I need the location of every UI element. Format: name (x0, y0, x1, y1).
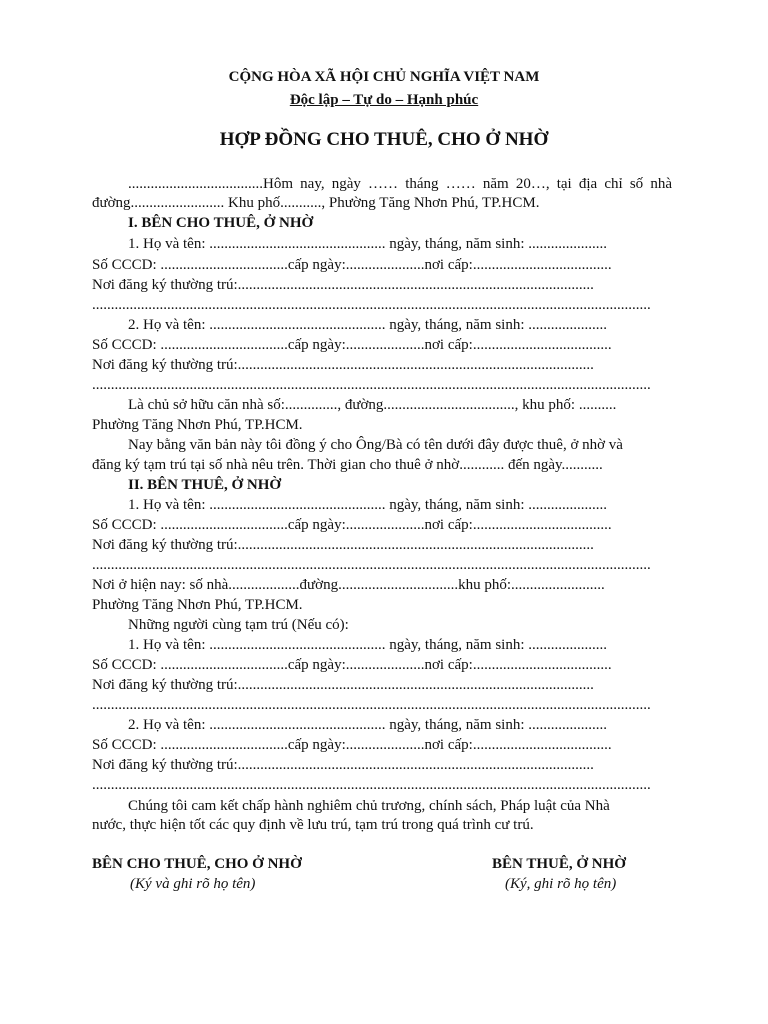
lessor-2-residence-line: Nơi đăng ký thường trú:............................................................................................... (92, 357, 594, 373)
section-lessee-heading: II. BÊN THUÊ, Ở NHỜ (128, 477, 282, 493)
co-resident-1-residence-line: Nơi đăng ký thường trú:............................................................................................... (92, 677, 594, 693)
lessee-current-line-1: Nơi ở hiện nay: số nhà...................đường................................khu phố:......................... (92, 577, 605, 593)
co-resident-2-residence-line: Nơi đăng ký thường trú:............................................................................................... (92, 757, 594, 773)
lessor-2-residence-cont: ..................................................................................................................................................... (92, 377, 651, 393)
section-lessor-heading: I. BÊN CHO THUÊ, Ở NHỜ (128, 215, 314, 231)
co-resident-2-id-line: Số CCCD: ..................................cấp ngày:.....................nơi cấp:..................................... (92, 737, 612, 753)
national-motto: Độc lập – Tự do – Hạnh phúc (289, 92, 479, 108)
owner-line-1: Là chủ sở hữu căn nhà số:.............., đường..................................., khu phố: .......... (128, 397, 617, 413)
lessor-2-name-line: 2. Họ và tên: ............................................... ngày, tháng, năm sinh: ..................... (128, 317, 607, 333)
lessee-current-line-2: Phường Tăng Nhơn Phú, TP.HCM. (92, 597, 303, 613)
consent-line-1: Nay bằng văn bản này tôi đồng ý cho Ông/Bà có tên dưới đây được thuê, ở nhờ và (128, 437, 623, 453)
lessee-residence-cont: ..................................................................................................................................................... (92, 557, 651, 573)
lessor-1-residence-line: Nơi đăng ký thường trú:............................................................................................... (92, 277, 594, 293)
lessee-signature-title: BÊN THUÊ, Ở NHỜ (492, 856, 626, 872)
co-resident-1-residence-cont: ..................................................................................................................................................... (92, 697, 651, 713)
consent-line-2: đăng ký tạm trú tại số nhà nêu trên. Thời gian cho thuê ở nhờ............ đến ngày........... (92, 457, 603, 473)
lessor-1-id-line: Số CCCD: ..................................cấp ngày:.....................nơi cấp:..................................... (92, 257, 612, 273)
document-title: HỢP ĐỒNG CHO THUÊ, CHO Ở NHỜ (219, 129, 549, 150)
lessor-signature-title: BÊN CHO THUÊ, CHO Ở NHỜ (92, 856, 302, 872)
intro-line-2: đường......................... Khu phố..........., Phường Tăng Nhơn Phú, TP.HCM. (92, 195, 540, 211)
lessee-signature-note: (Ký, ghi rõ họ tên) (505, 876, 617, 892)
co-resident-2-name-line: 2. Họ và tên: ............................................... ngày, tháng, năm sinh: ..................... (128, 717, 607, 733)
commitment-line-1: Chúng tôi cam kết chấp hành nghiêm chủ trương, chính sách, Pháp luật của Nhà (128, 798, 610, 814)
co-residents-heading: Những người cùng tạm trú (Nếu có): (128, 617, 349, 633)
commitment-line-2: nước, thực hiện tốt các quy định về lưu trú, tạm trú trong quá trình cư trú. (92, 817, 534, 833)
owner-line-2: Phường Tăng Nhơn Phú, TP.HCM. (92, 417, 303, 433)
lessor-1-name-line: 1. Họ và tên: ............................................... ngày, tháng, năm sinh: ..................... (128, 236, 607, 252)
co-resident-2-residence-cont: ..................................................................................................................................................... (92, 777, 651, 793)
lessor-1-residence-cont: ..................................................................................................................................................... (92, 297, 651, 313)
intro-line-1: ....................................Hôm nay, ngày …… tháng …… năm 20…, tại địa chỉ số nhà (128, 176, 672, 192)
lessee-residence-line: Nơi đăng ký thường trú:............................................................................................... (92, 537, 594, 553)
lessee-id-line: Số CCCD: ..................................cấp ngày:.....................nơi cấp:..................................... (92, 517, 612, 533)
co-resident-1-id-line: Số CCCD: ..................................cấp ngày:.....................nơi cấp:..................................... (92, 657, 612, 673)
co-resident-1-name-line: 1. Họ và tên: ............................................... ngày, tháng, năm sinh: ..................... (128, 637, 607, 653)
motto-wrap (0, 91, 768, 109)
lessor-2-id-line: Số CCCD: ..................................cấp ngày:.....................nơi cấp:..................................... (92, 337, 612, 353)
lessor-signature-note: (Ký và ghi rõ họ tên) (130, 876, 256, 892)
lessee-name-line: 1. Họ và tên: ............................................... ngày, tháng, năm sinh: ..................... (128, 497, 607, 513)
country-name: CỘNG HÒA XÃ HỘI CHỦ NGHĨA VIỆT NAM (228, 69, 540, 85)
